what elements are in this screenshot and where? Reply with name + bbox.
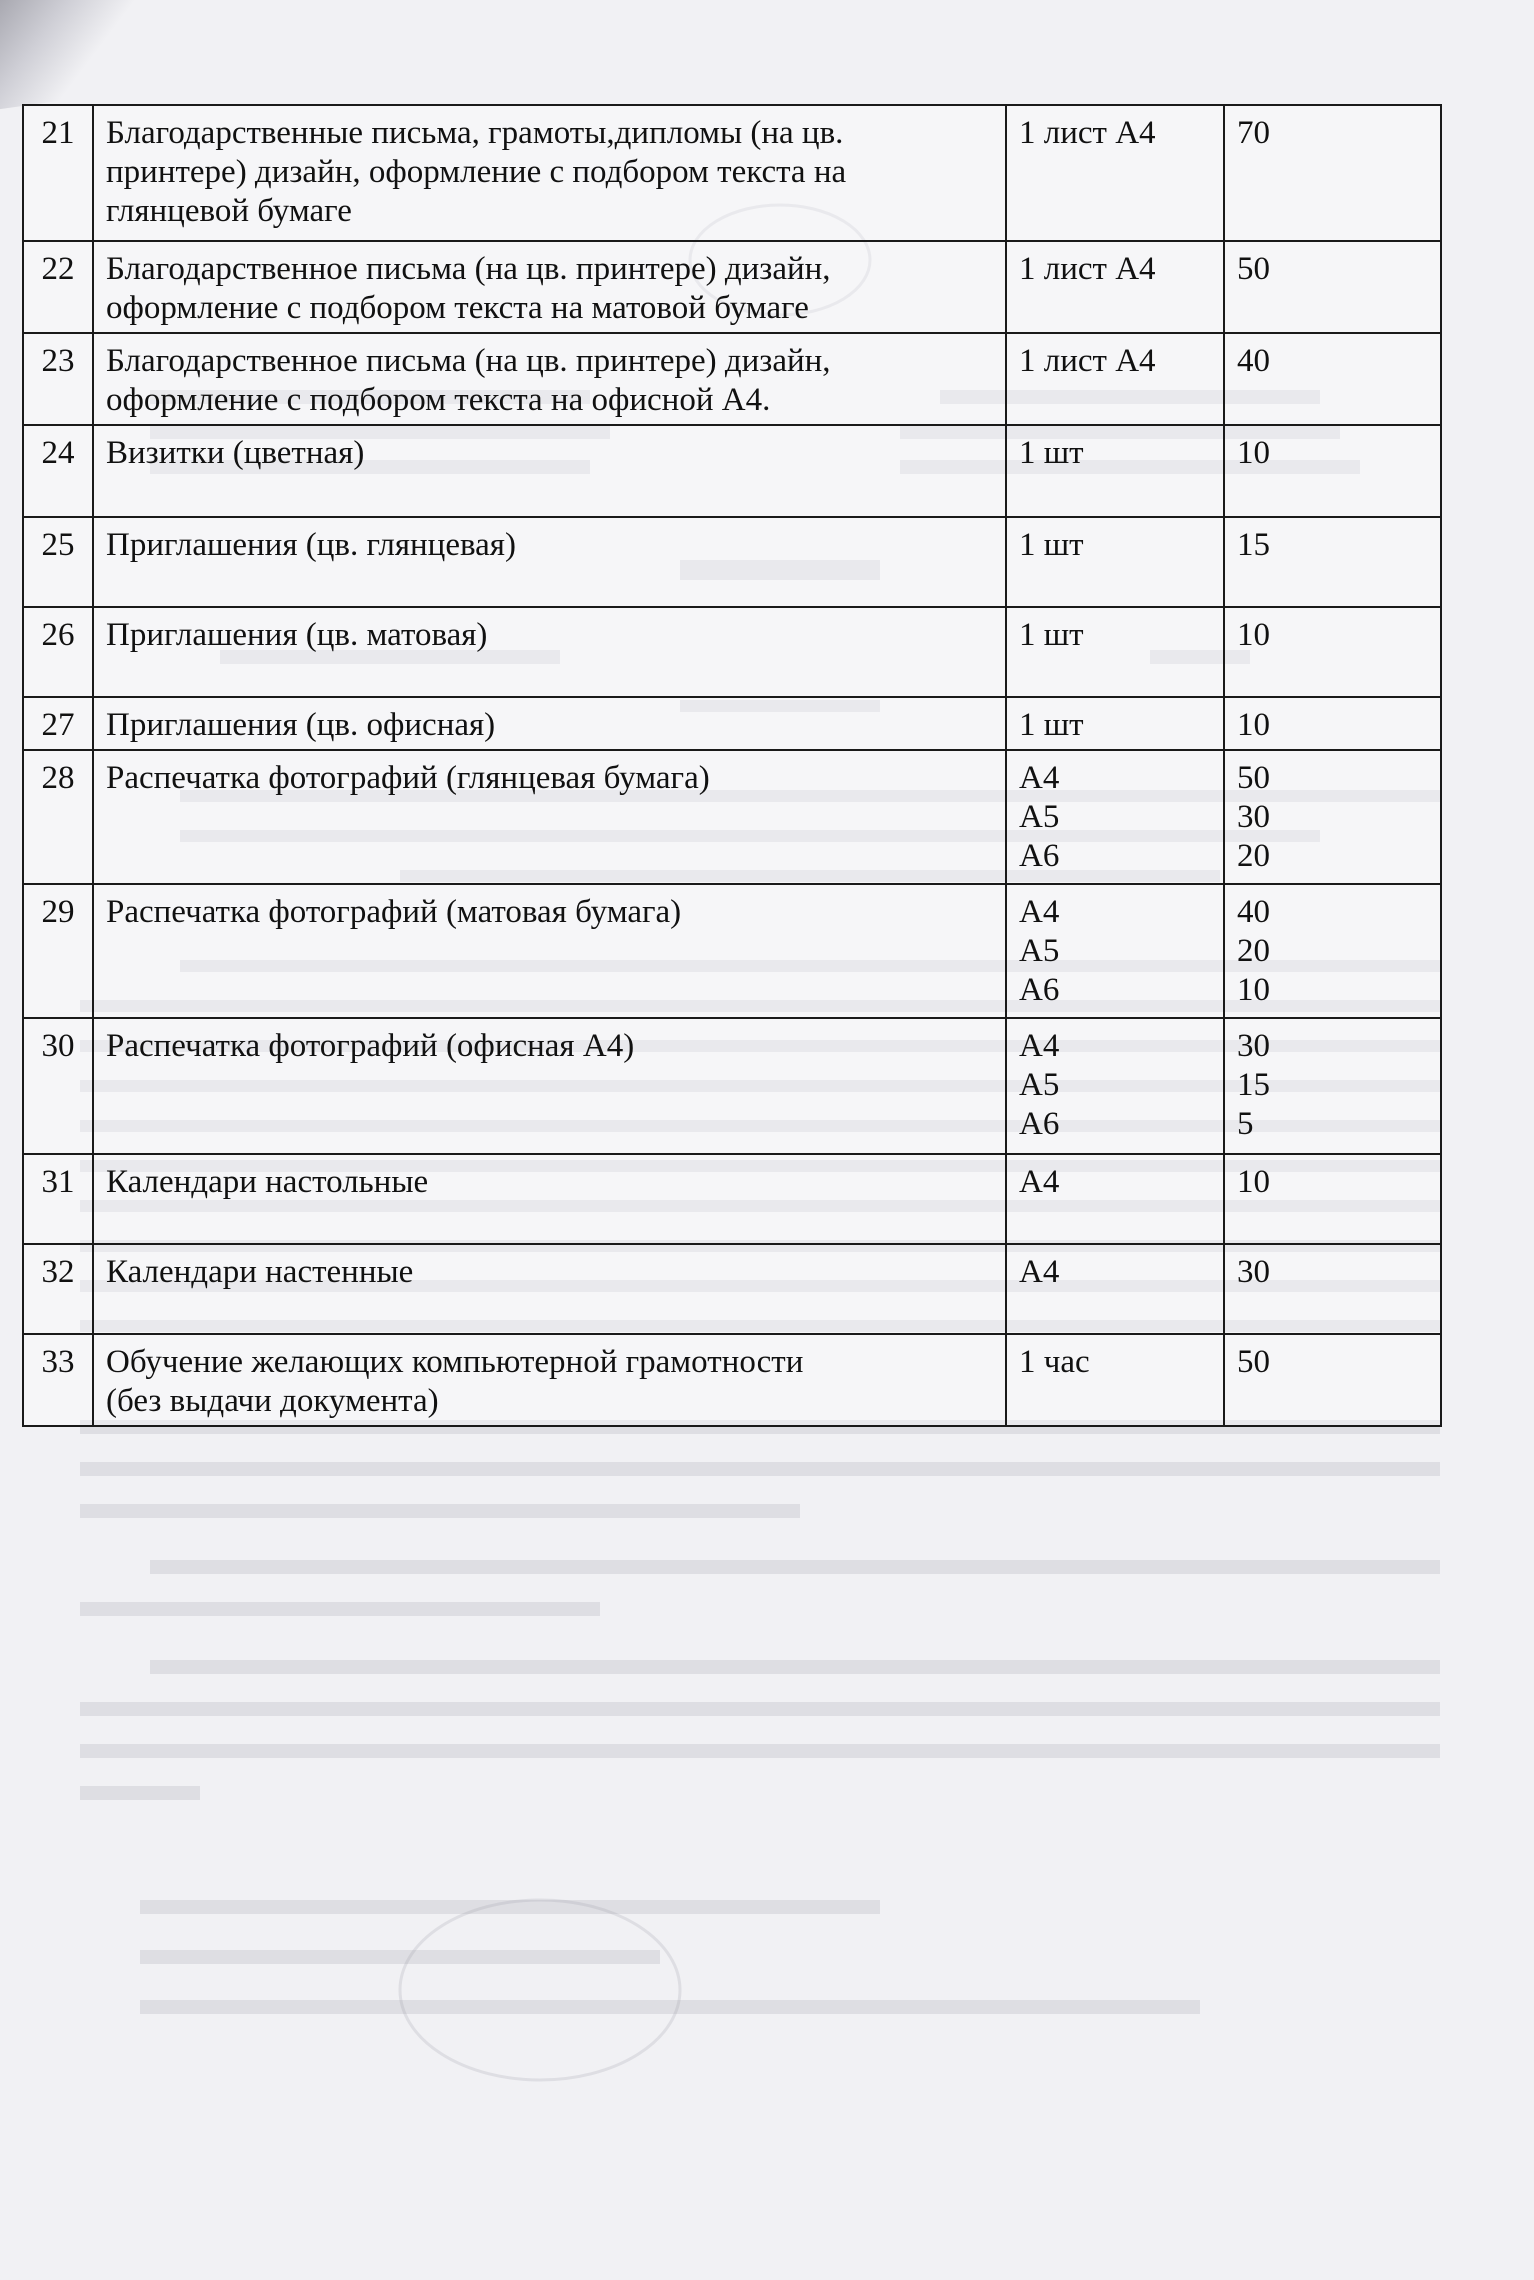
- service-unit: А4: [1006, 1244, 1224, 1334]
- service-price: 50: [1224, 1334, 1441, 1426]
- service-price: 30 15 5: [1224, 1018, 1441, 1154]
- table-row: [23, 697, 1441, 750]
- row-number: 31: [23, 1154, 93, 1244]
- service-unit: 1 лист А4: [1006, 333, 1224, 425]
- table-row: [23, 1018, 1441, 1154]
- service-name: Календари настольные: [93, 1154, 1006, 1244]
- service-price: 15: [1224, 517, 1441, 607]
- row-number: 21: [23, 105, 93, 241]
- row-number: 25: [23, 517, 93, 607]
- table-row: [23, 1154, 1441, 1244]
- service-name: Распечатка фотографий (офисная А4): [93, 1018, 1006, 1154]
- row-number: 27: [23, 697, 93, 750]
- table-row: [23, 425, 1441, 517]
- service-price: 30: [1224, 1244, 1441, 1334]
- service-name: Визитки (цветная): [93, 425, 1006, 517]
- row-number: 24: [23, 425, 93, 517]
- service-unit: 1 лист А4: [1006, 241, 1224, 333]
- service-price: 40: [1224, 333, 1441, 425]
- table-row: [23, 105, 1441, 241]
- service-unit: 1 шт: [1006, 607, 1224, 697]
- table-row: [23, 333, 1441, 425]
- row-number: 23: [23, 333, 93, 425]
- row-number: 33: [23, 1334, 93, 1426]
- service-price: 10: [1224, 607, 1441, 697]
- service-unit: 1 час: [1006, 1334, 1224, 1426]
- service-name: Распечатка фотографий (глянцевая бумага): [93, 750, 1006, 884]
- service-price: 70: [1224, 105, 1441, 241]
- service-unit: 1 шт: [1006, 517, 1224, 607]
- service-name: Благодарственные письма, грамоты,дипломы (на цв. принтере) дизайн, оформление с подбором текста на глянцевой бумаге: [93, 105, 1006, 241]
- table-row: [23, 750, 1441, 884]
- service-unit: А4 А5 А6: [1006, 750, 1224, 884]
- row-number: 32: [23, 1244, 93, 1334]
- service-unit: А4 А5 А6: [1006, 1018, 1224, 1154]
- service-unit: А4 А5 А6: [1006, 884, 1224, 1018]
- table-row: [23, 1244, 1441, 1334]
- table-row: [23, 1334, 1441, 1426]
- table-row: [23, 241, 1441, 333]
- service-price: 10: [1224, 1154, 1441, 1244]
- service-unit: 1 шт: [1006, 425, 1224, 517]
- service-name: Календари настенные: [93, 1244, 1006, 1334]
- service-unit: 1 лист А4: [1006, 105, 1224, 241]
- service-name: Благодарственное письма (на цв. принтере) дизайн, оформление с подбором текста на матовой бумаге: [93, 241, 1006, 333]
- row-number: 29: [23, 884, 93, 1018]
- row-number: 22: [23, 241, 93, 333]
- service-price: 10: [1224, 425, 1441, 517]
- service-name: Распечатка фотографий (матовая бумага): [93, 884, 1006, 1018]
- row-number: 26: [23, 607, 93, 697]
- service-name: Приглашения (цв. глянцевая): [93, 517, 1006, 607]
- service-unit: А4: [1006, 1154, 1224, 1244]
- services-price-table: [22, 104, 1442, 1427]
- service-price: 50 30 20: [1224, 750, 1441, 884]
- service-unit: 1 шт: [1006, 697, 1224, 750]
- service-name: Благодарственное письма (на цв. принтере) дизайн, оформление с подбором текста на офисной А4.: [93, 333, 1006, 425]
- row-number: 28: [23, 750, 93, 884]
- service-name: Приглашения (цв. матовая): [93, 607, 1006, 697]
- table-row: [23, 884, 1441, 1018]
- service-name: Приглашения (цв. офисная): [93, 697, 1006, 750]
- table-row: [23, 607, 1441, 697]
- table-row: [23, 517, 1441, 607]
- service-price: 10: [1224, 697, 1441, 750]
- row-number: 30: [23, 1018, 93, 1154]
- service-price: 50: [1224, 241, 1441, 333]
- service-price: 40 20 10: [1224, 884, 1441, 1018]
- service-name: Обучение желающих компьютерной грамотности (без выдачи документа): [93, 1334, 1006, 1426]
